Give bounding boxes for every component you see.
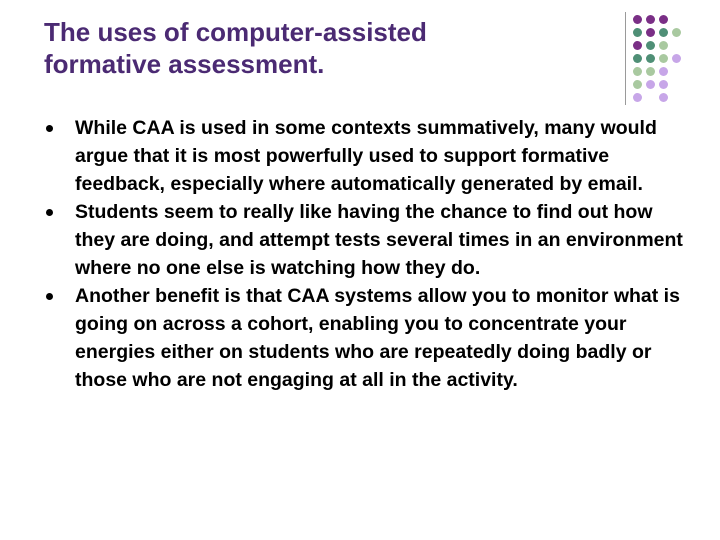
decorative-dot	[659, 67, 668, 76]
bullet-item	[44, 198, 694, 282]
decorative-dot	[646, 67, 655, 76]
bullet-item	[44, 282, 694, 394]
decorative-dot	[646, 41, 655, 50]
decorative-dot	[646, 28, 655, 37]
decorative-dot	[659, 41, 668, 50]
decorative-dot	[633, 28, 642, 37]
bullet-item	[44, 114, 694, 198]
bullet-text: Students seem to really like having the chance to find out how they are doing, and attempt tests several times in an environment where no one else is watching how they do.	[75, 201, 683, 279]
decorative-dot	[633, 80, 642, 89]
bullet-text: Another benefit is that CAA systems allow you to monitor what is going on across a cohort, enabling you to concentrate your energies either on students who are repeatedly doing badly or those who are not engaging at all in the activity.	[75, 285, 680, 391]
slide-title-line-2: formative assessment.	[44, 49, 325, 79]
decorative-dot	[659, 80, 668, 89]
bullet-text: While CAA is used in some contexts summatively, many would argue that it is most powerfully used to support formative feedback, especially where automatically generated by email.	[75, 117, 657, 195]
bullet-dot-icon	[46, 209, 53, 216]
bullet-list	[44, 114, 694, 394]
decorative-dot	[633, 15, 642, 24]
decorative-dot	[646, 15, 655, 24]
decorative-dot	[659, 93, 668, 102]
decorative-dot	[633, 67, 642, 76]
decorative-dot	[633, 41, 642, 50]
decorative-dot	[633, 54, 642, 63]
decorative-dot	[659, 28, 668, 37]
slide-title-line-1: The uses of computer-assisted	[44, 17, 427, 47]
decorative-dot-grid	[0, 0, 720, 120]
bullet-dot-icon	[46, 125, 53, 132]
decorative-dot	[672, 54, 681, 63]
bullet-dot-icon	[46, 293, 53, 300]
decorative-dot	[633, 93, 642, 102]
decorative-dot	[646, 54, 655, 63]
decorative-dot	[646, 80, 655, 89]
decorative-dot	[659, 15, 668, 24]
decorative-dot	[659, 54, 668, 63]
decorative-dot	[672, 28, 681, 37]
